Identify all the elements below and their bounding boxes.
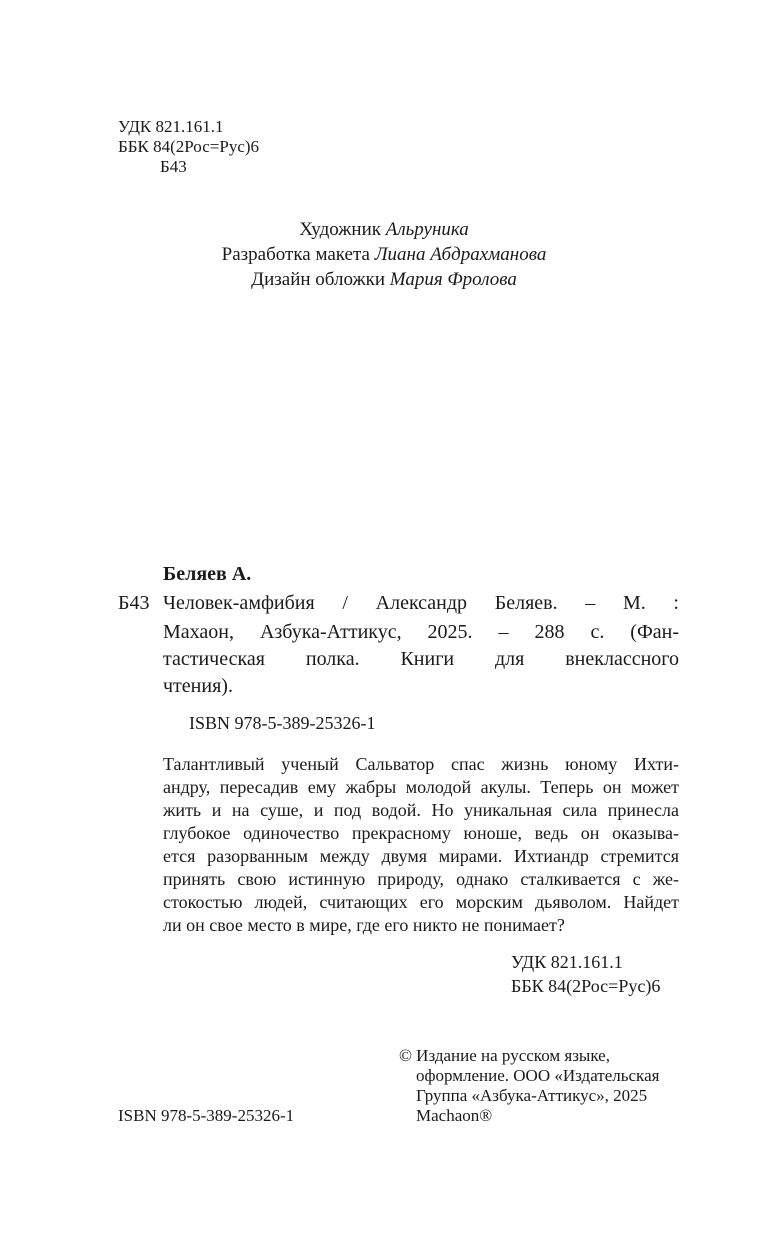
entry-line: Махаон, Азбука-Аттикус, 2025. – 288 с. (Фан- bbox=[163, 621, 679, 643]
credit-role: Художник bbox=[299, 219, 381, 240]
copyright-line: Группа «Азбука-Аттикус», 2025 bbox=[416, 1086, 648, 1105]
credit-artist bbox=[0, 217, 768, 243]
annotation-line: ли он свое место в мире, где его никто не понимает? bbox=[163, 915, 565, 935]
entry-line: тастическая полка. Книги для внеклассного bbox=[163, 648, 679, 670]
annotation-line: глубокое одиночество прекрасному юноше, ведь он оказыва- bbox=[163, 823, 679, 843]
annotation-line: андру, пересадив ему жабры молодой акулы. Теперь он может bbox=[163, 777, 679, 797]
copyright-line: © Издание на русском языке, bbox=[399, 1046, 610, 1065]
entry-line: чтения). bbox=[163, 675, 233, 697]
entry-isbn: ISBN 978-5-389-25326-1 bbox=[189, 713, 376, 733]
annotation-line: стокостью людей, считающих его морским дьяволом. Найдет bbox=[163, 892, 679, 912]
entry-line: Человек-амфибия / Александр Беляев. – М. : bbox=[163, 592, 679, 614]
classification-udk: УДК 821.161.1 bbox=[511, 952, 623, 972]
header-code: Б43 bbox=[160, 157, 187, 176]
credit-layout bbox=[0, 242, 768, 268]
credit-role: Дизайн обложки bbox=[251, 269, 386, 290]
footer-isbn: ISBN 978-5-389-25326-1 bbox=[118, 1106, 295, 1125]
credit-name: Альруника bbox=[385, 219, 469, 240]
header-udk: УДК 821.161.1 bbox=[118, 117, 224, 136]
annotation-line: Талантливый ученый Сальватор спас жизнь юному Ихти- bbox=[163, 754, 679, 774]
entry-code: Б43 bbox=[118, 592, 150, 614]
annotation-line: ется разорванным между двумя мирами. Ихтиандр стремится bbox=[163, 846, 679, 866]
annotation-line: принять свою истинную природу, однако сталкивается с же- bbox=[163, 869, 679, 889]
credit-name: Мария Фролова bbox=[389, 269, 517, 290]
header-bbk: ББК 84(2Рос=Рус)6 bbox=[118, 137, 260, 156]
entry-author: Беляев А. bbox=[163, 563, 252, 585]
credit-cover bbox=[0, 267, 768, 293]
credit-role: Разработка макета bbox=[221, 244, 370, 265]
credit-name: Лиана Абдрахманова bbox=[374, 244, 547, 265]
annotation-line: жить и на суше, и под водой. Но уникальная сила принесла bbox=[163, 800, 679, 820]
copyright-line: Machaon® bbox=[416, 1106, 493, 1125]
classification-bbk: ББК 84(2Рос=Рус)6 bbox=[511, 976, 661, 996]
copyright-line: оформление. ООО «Издательская bbox=[416, 1066, 660, 1085]
